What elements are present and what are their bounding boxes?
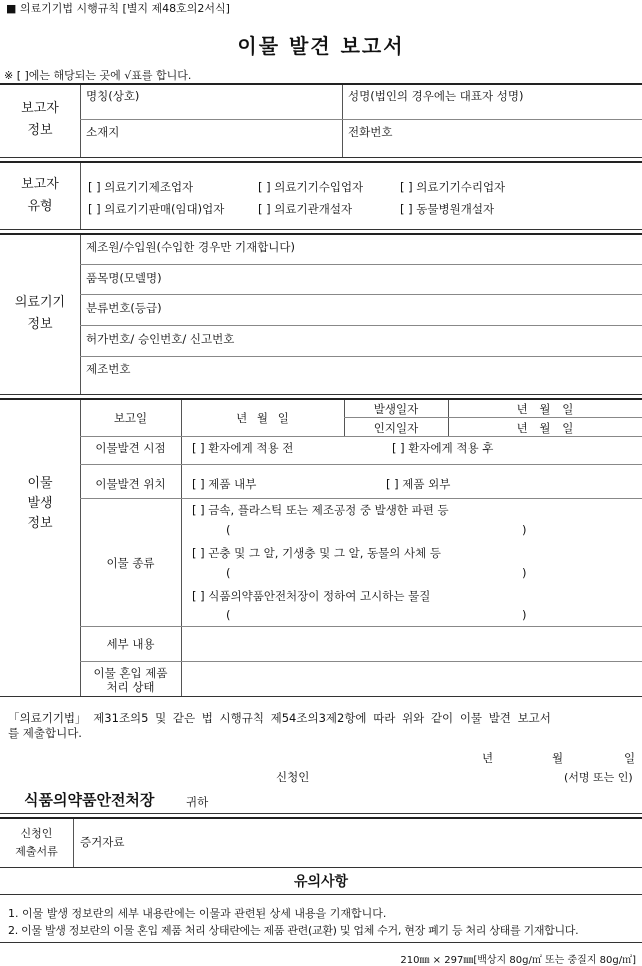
label-line: 보고자 <box>21 101 59 116</box>
label-line: 정보 <box>27 317 53 332</box>
label-line: 정보 <box>27 516 53 531</box>
occur-date-field[interactable]: 년 월 일 <box>516 402 574 416</box>
section-divider <box>0 233 642 235</box>
discovery-location-label: 이물발견 위치 <box>95 477 166 491</box>
evidence-documents: 증거자료 <box>80 835 125 849</box>
divider <box>0 696 642 697</box>
occur-date-label: 발생일자 <box>373 402 419 416</box>
divider <box>0 394 642 395</box>
report-date-field[interactable]: 년 월 일 <box>236 411 289 425</box>
section-divider <box>0 161 642 163</box>
recipient-suffix: 귀하 <box>186 795 209 809</box>
divider <box>80 235 81 394</box>
report-date-label: 보고일 <box>113 411 148 425</box>
divider <box>80 464 642 465</box>
paren-open: ( <box>226 523 231 537</box>
checkbox-insects[interactable]: [ ] 곤충 및 그 알, 기생충 및 그 알, 동물의 사체 등 <box>192 546 442 560</box>
checkbox-veterinary-hospital[interactable]: [ ] 동물병원개설자 <box>400 202 495 216</box>
recipient: 식품의약품안전처장 <box>24 791 155 809</box>
permit-number-field[interactable]: 허가번호/ 승인번호/ 신고번호 <box>86 332 235 346</box>
divider <box>80 356 642 357</box>
checkbox-outside-product[interactable]: [ ] 제품 외부 <box>386 477 451 491</box>
label-line: 유형 <box>27 199 53 214</box>
section-divider <box>0 817 642 819</box>
address-field[interactable]: 소재지 <box>86 125 120 139</box>
divider <box>0 157 642 158</box>
form-reference: ■ 의료기기법 시행규칙 [별지 제48호의2서식] <box>6 2 230 15</box>
checkbox-metal-plastic[interactable]: [ ] 금속, 플라스틱 또는 제조공정 중 발생한 파편 등 <box>192 503 449 517</box>
divider <box>0 813 642 814</box>
detail-label: 세부 내용 <box>106 637 155 651</box>
note-item: 2. 이물 발생 정보란의 이물 혼입 제품 처리 상태란에는 제품 관련(교환) 및 업체 수거, 현장 폐기 등 처리 상태를 기재합니다. <box>8 924 579 937</box>
checkbox-before-use[interactable]: [ ] 환자에게 적용 전 <box>192 441 294 455</box>
paren-open: ( <box>226 566 231 580</box>
classification-field[interactable]: 분류번호(등급) <box>86 301 162 315</box>
section-divider <box>0 83 642 85</box>
divider <box>0 229 642 230</box>
label-line: 발생 <box>27 496 53 511</box>
aware-date-label: 인지일자 <box>373 421 419 435</box>
year-label: 년 <box>482 751 494 765</box>
divider <box>80 294 642 295</box>
label-line: 정보 <box>27 123 53 138</box>
label-line: 의료기기 <box>14 295 66 310</box>
day-label: 일 <box>624 751 636 765</box>
handling-status-field[interactable] <box>182 662 642 696</box>
label-line: 제출서류 <box>15 845 58 858</box>
representative-name-field[interactable]: 성명(법인의 경우에는 대표자 성명) <box>348 89 524 103</box>
paren-close: ) <box>522 608 527 622</box>
divider <box>80 264 642 265</box>
check-instruction: ※ [ ]에는 해당되는 곳에 √표를 합니다. <box>4 69 192 82</box>
divider <box>80 163 81 229</box>
divider <box>0 894 642 895</box>
paren-close: ) <box>522 566 527 580</box>
reporter-section-label <box>0 98 80 142</box>
divider <box>73 819 74 867</box>
discovery-time-label: 이물발견 시점 <box>95 441 166 455</box>
signature-field[interactable]: (서명 또는 인) <box>564 771 633 784</box>
manufacturer-field[interactable]: 제조원/수입원(수입한 경우만 기재합니다) <box>86 240 296 254</box>
divider <box>80 498 642 499</box>
applicant-label: 신청인 <box>276 770 310 784</box>
detail-field[interactable] <box>182 627 642 661</box>
foreign-matter-kind-label: 이물 종류 <box>106 556 155 570</box>
declaration-text: 「의료기기법」 제31조의5 및 같은 법 시행규칙 제54조의3제2항에 따라 위와 같이 이물 발견 보고서 <box>8 711 551 725</box>
documents-label <box>0 825 73 861</box>
reporter-type-section-label <box>0 174 80 218</box>
divider <box>0 942 642 943</box>
notes-title: 유의사항 <box>293 874 349 890</box>
section-divider <box>0 398 642 400</box>
declaration-text-cont: 를 제출합니다. <box>8 726 82 740</box>
paper-spec: 210㎜ × 297㎜[백상지 80g/㎡ 또는 중질지 80g/㎡] <box>400 955 636 966</box>
label-line: 이물 혼입 제품 <box>93 666 168 680</box>
checkbox-importer[interactable]: [ ] 의료기기수입업자 <box>258 180 364 194</box>
divider <box>80 119 642 120</box>
checkbox-inside-product[interactable]: [ ] 제품 내부 <box>192 477 257 491</box>
divider <box>80 85 81 157</box>
product-name-field[interactable]: 품목명(모델명) <box>86 271 162 285</box>
handling-status-label <box>80 666 181 694</box>
checkbox-medical-institution[interactable]: [ ] 의료기관개설자 <box>258 202 353 216</box>
label-line: 보고자 <box>21 177 59 192</box>
occurrence-section-label <box>0 474 80 534</box>
company-name-field[interactable]: 명칭(상호) <box>86 89 140 103</box>
checkbox-seller[interactable]: [ ] 의료기기판매(임대)업자 <box>88 202 225 216</box>
phone-field[interactable]: 전화번호 <box>348 125 393 139</box>
paren-open: ( <box>226 608 231 622</box>
lot-number-field[interactable]: 제조번호 <box>86 362 131 376</box>
label-line: 처리 상태 <box>106 680 155 694</box>
label-line: 신청인 <box>20 827 53 840</box>
checkbox-manufacturer[interactable]: [ ] 의료기기제조업자 <box>88 180 194 194</box>
divider <box>344 417 642 418</box>
note-item: 1. 이물 발생 정보란의 세부 내용란에는 이물과 관련된 상세 내용을 기재합니다. <box>8 907 387 920</box>
paren-close: ) <box>522 523 527 537</box>
month-label: 월 <box>552 751 564 765</box>
checkbox-after-use[interactable]: [ ] 환자에게 적용 후 <box>392 441 494 455</box>
checkbox-mfds-designated[interactable]: [ ] 식품의약품안전처장이 정하여 고시하는 물질 <box>192 589 431 603</box>
divider <box>342 85 343 157</box>
divider <box>0 867 642 868</box>
checkbox-repairer[interactable]: [ ] 의료기기수리업자 <box>400 180 506 194</box>
aware-date-field[interactable]: 년 월 일 <box>516 421 574 435</box>
label-line: 이물 <box>27 476 53 491</box>
divider <box>80 325 642 326</box>
divider <box>80 436 642 437</box>
device-section-label <box>0 292 80 336</box>
page-title: 이물 발견 보고서 <box>237 34 405 58</box>
